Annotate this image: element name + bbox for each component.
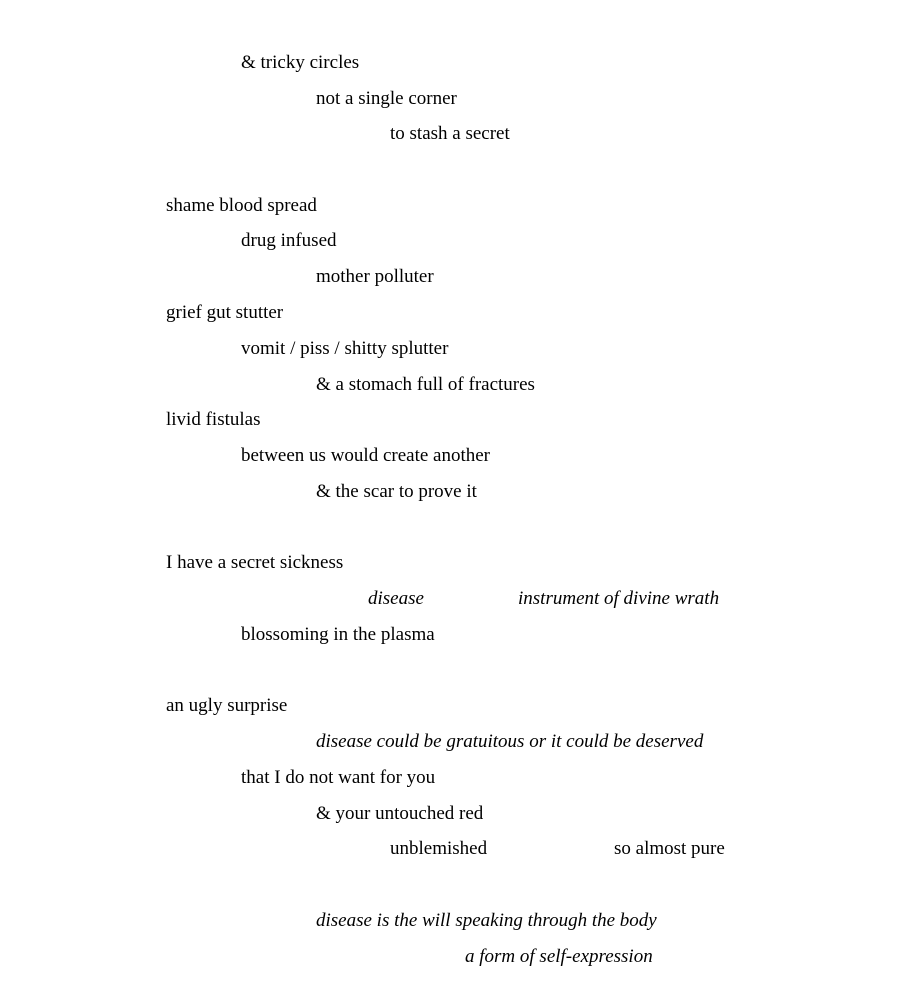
poem-line-italic: disease could be gratuitous or it could be deserved	[316, 731, 704, 752]
poem-line-italic: disease	[368, 588, 424, 609]
poem-line: grief gut stutter	[166, 302, 284, 323]
poem-line: & your untouched red	[316, 803, 484, 824]
poem-line: drug infused	[241, 230, 337, 251]
poem-line: I have a secret sickness	[166, 552, 344, 573]
poem-line-italic: disease is the will speaking through the body	[316, 910, 657, 931]
poem-line: & the scar to prove it	[316, 481, 477, 502]
poem-line: & tricky circles	[241, 52, 360, 73]
poem-line: blossoming in the plasma	[241, 624, 435, 645]
poem-line: that I do not want for you	[241, 767, 436, 788]
poem-line: shame blood spread	[166, 195, 317, 216]
poem-line: so almost pure	[614, 838, 725, 859]
poem-line: unblemished	[390, 838, 488, 859]
poem-line: & a stomach full of fractures	[316, 374, 535, 395]
poem-line: mother polluter	[316, 266, 434, 287]
poem-line: between us would create another	[241, 445, 491, 466]
poem-line-italic: instrument of divine wrath	[518, 588, 720, 609]
poem-line: to stash a secret	[390, 123, 510, 144]
poem-line: not a single corner	[316, 88, 457, 109]
poem-line: vomit / piss / shitty splutter	[241, 338, 449, 359]
poem-line: livid fistulas	[166, 409, 261, 430]
poem-line-italic: a form of self-expression	[465, 946, 653, 967]
poem-line: an ugly surprise	[166, 695, 288, 716]
